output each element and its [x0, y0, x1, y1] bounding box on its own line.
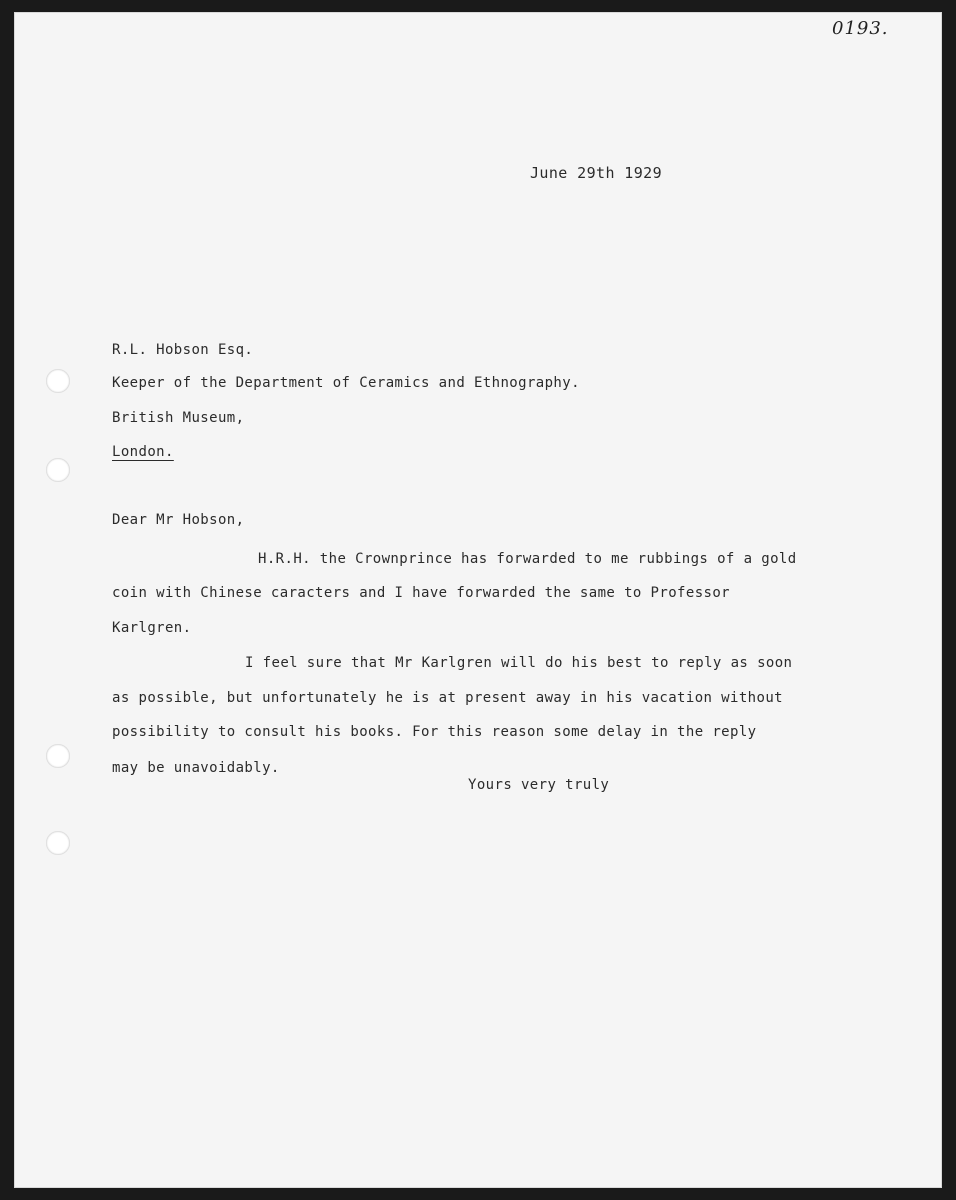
- body-line: H.R.H. the Crownprince has forwarded to me rubbings of a gold: [258, 551, 797, 567]
- punch-hole: [46, 744, 70, 768]
- recipient-institution: British Museum,: [112, 410, 245, 426]
- body-line: as possible, but unfortunately he is at present away in his vacation without: [112, 690, 783, 706]
- archive-number: 0193.: [832, 18, 889, 39]
- recipient-name: R.L. Hobson Esq.: [112, 342, 254, 358]
- letter-date: June 29th 1929: [530, 164, 663, 182]
- punch-hole: [46, 831, 70, 855]
- body-line: coin with Chinese caracters and I have forwarded the same to Professor: [112, 585, 731, 601]
- salutation: Dear Mr Hobson,: [112, 512, 245, 528]
- body-line: Karlgren.: [112, 620, 192, 636]
- punch-hole: [46, 458, 70, 482]
- punch-hole: [46, 369, 70, 393]
- body-line: I feel sure that Mr Karlgren will do his best to reply as soon: [245, 655, 793, 671]
- body-line: possibility to consult his books. For this reason some delay in the reply: [112, 724, 757, 740]
- recipient-title: Keeper of the Department of Ceramics and Ethnography.: [112, 375, 580, 391]
- recipient-city: London.: [112, 444, 174, 460]
- body-line: may be unavoidably.: [112, 760, 280, 776]
- closing: Yours very truly: [468, 777, 610, 793]
